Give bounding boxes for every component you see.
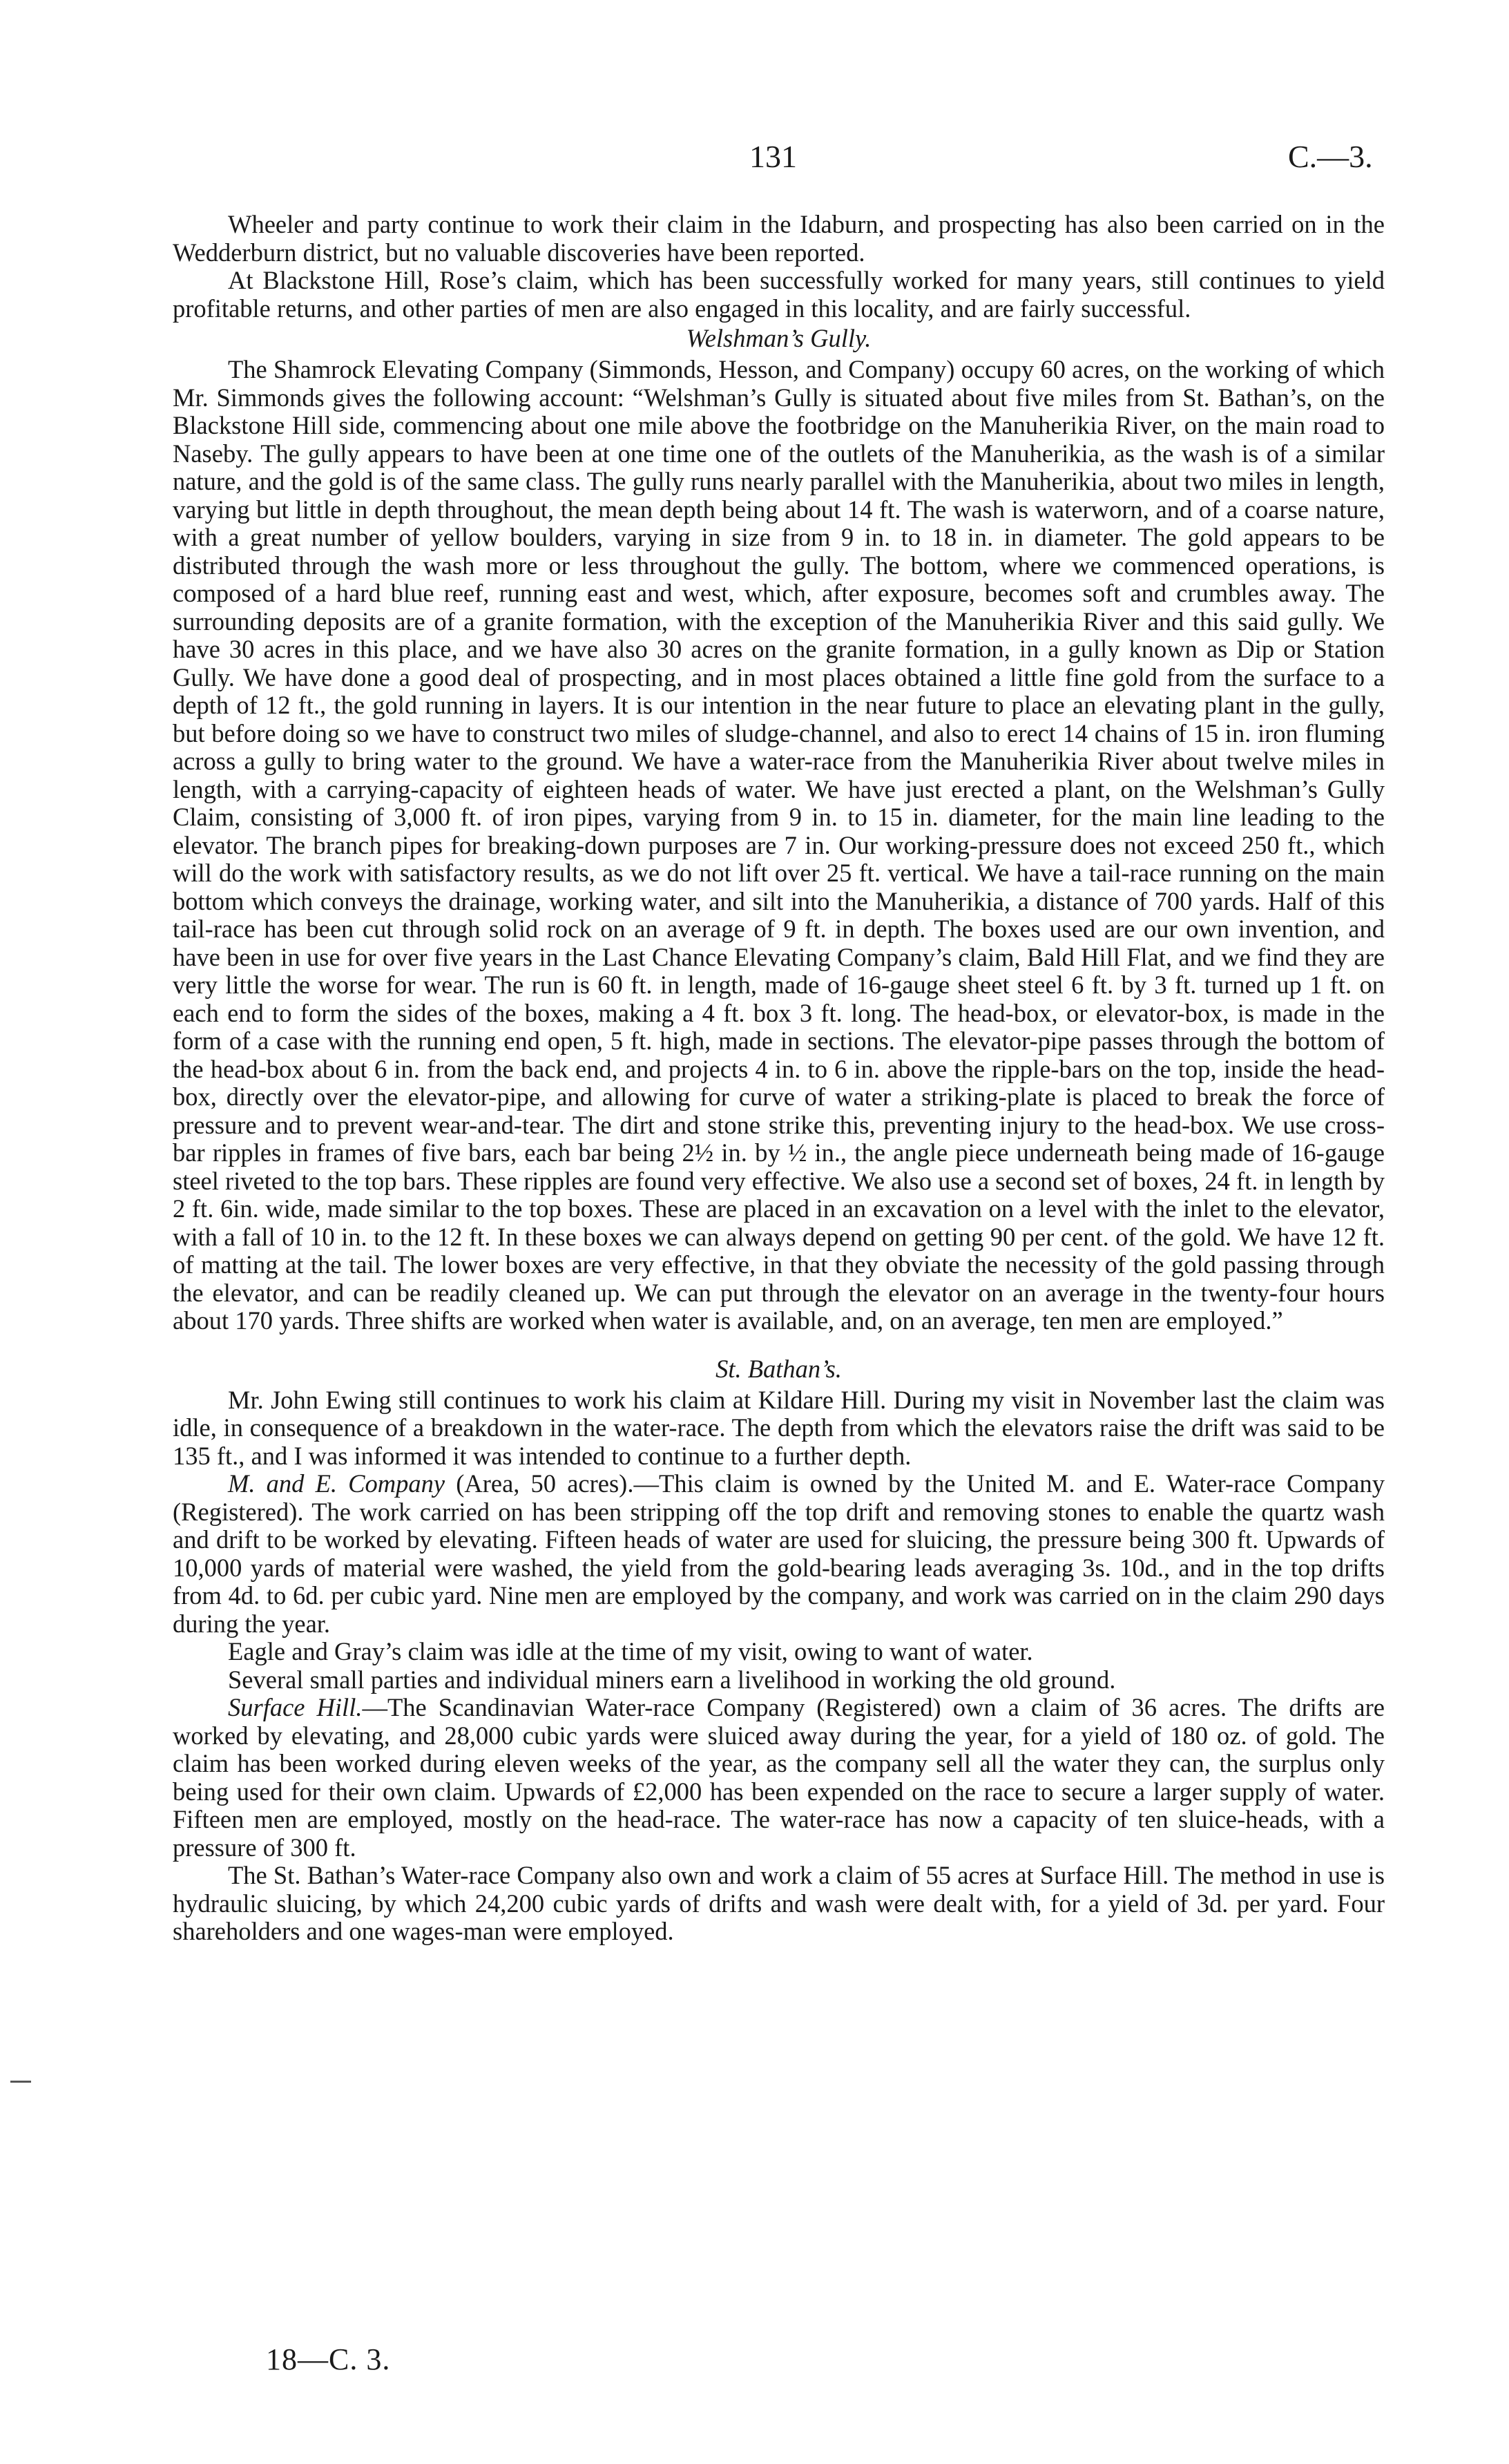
m-and-e-company-title: M. and E. Company <box>228 1469 445 1498</box>
paragraph-st-bathans-water-race: The St. Bathan’s Water-race Company also own and work a claim of 55 acres at Surface Hill. The method in use is hydraulic sluicing, by which 24,200 cubic yards of drifts and wash were dealt with, for a yield of 3d. per yard. Four shareholders and one wages-man were employed. <box>173 1861 1385 1945</box>
paragraph-shamrock-account: The Shamrock Elevating Company (Simmonds, Hesson, and Company) occupy 60 acres, on the working of which Mr. Simmonds gives the following account: “Welshman’s Gully is situated about five miles from St. Bathan’s, on the Blackstone Hill side, commencing about one mile above the footbridge on the Manuherikia River, on the main road to Naseby. The gully appears to have been at one time one of the outlets of the Manuherikia, as the wash is of a similar nature, and the gold is of the same class. The gully runs nearly parallel with the Manuherikia, about two miles in length, varying but little in depth throughout, the mean depth being about 14 ft. The wash is waterworn, and of a coarse nature, with a great number of yellow boulders, varying in size from 9 in. to 18 in. in diameter. The gold appears to be distributed through the wash more or less throughout the gully. The bottom, where we commenced operations, is composed of a hard blue reef, running east and west, which, after exposure, becomes soft and crumbles away. The surrounding deposits are of a granite formation, with the exception of the Manuherikia River and this said gully. We have 30 acres in this place, and we have also 30 acres on the granite formation, in a gully known as Dip or Station Gully. We have done a good deal of prospecting, and in most places obtained a little fine gold from the surface to a depth of 12 ft., the gold running in layers. It is our intention in the near future to place an elevating plant in the gully, but before doing so we have to construct two miles of sludge-channel, and also to erect 14 chains of 15 in. iron fluming across a gully to bring water to the ground. We have a water-race from the Manuherikia River about twelve miles in length, with a carrying-capacity of eighteen heads of water. We have just erected a plant, on the Welshman’s Gully Claim, consisting of 3,000 ft. of iron pipes, varying from 9 in. to 15 in. diameter, for the main line leading to the elevator. The branch pipes for breaking-down purposes are 7 in. Our working-pressure does not exceed 250 ft., which will do the work with satisfactory results, as we do not lift over 25 ft. vertical. We have a tail-race running on the main bottom which conveys the drainage, working water, and silt into the Manuherikia, a distance of 700 yards. Half of this tail-race has been cut through solid rock on an average of 9 ft. in depth. The boxes used are our own invention, and have been in use for over five years in the Last Chance Elevating Company’s claim, Bald Hill Flat, and we find they are very little the worse for wear. The run is 60 ft. in length, made of 16-gauge sheet steel 6 ft. by 3 ft. turned up 1 ft. on each end to form the sides of the boxes, making a 4 ft. box 3 ft. long. The head-box, or elevator-box, is made in the form of a case with the running end open, 5 ft. high, made in sections. The elevator-pipe passes through the bottom of the head-box about 6 in. from the back end, and projects 4 in. to 6 in. above the ripple-bars on the top, inside the head-box, directly over the elevator-pipe, and allowing for curve of water a striking-plate is placed to break the force of pressure and to prevent wear-and-tear. The dirt and stone strike this, preventing injury to the head-box. We use cross-bar ripples in frames of five bars, each bar being 2½ in. by ½ in., the angle piece underneath being made of 16-gauge steel riveted to the top bars. These ripples are found very effective. We also use a second set of boxes, 24 ft. in length by 2 ft. 6in. wide, made similar to the top boxes. These are placed in an excavation on a level with the inlet to the elevator, with a fall of 10 in. to the 12 ft. In these boxes we can always depend on getting 90 per cent. of the gold. We have 12 ft. of matting at the tail. The lower boxes are very effective, in that they obviate the necessity of the gold passing through the elevator, and can be readily cleaned up. We can put through the elevator on an average in the twenty-four hours about 170 yards. Three shifts are worked when water is available, and, on an average, ten men are employed.” <box>173 355 1385 1335</box>
paragraph-surface-hill <box>173 1694 1385 1862</box>
surface-hill-text: —The Scandinavian Water-race Company (Registered) own a claim of 36 acres. The drifts are worked by elevating, and 28,000 cubic yards were sluiced away during the year, for a yield of 180 oz. of gold. The claim has been worked during eleven weeks of the year, as the company sell all the water they can, the surplus only being used for their own claim. Upwards of £2,000 has been expended on the race to secure a larger supply of water. Fifteen men are employed, mostly on the head-race. The water-race has now a capacity of ten sluice-heads, with a pressure of 300 ft. <box>173 1693 1385 1862</box>
paragraph-eagle-and-gray: Eagle and Gray’s claim was idle at the time of my visit, owing to want of water. <box>228 1637 1033 1665</box>
paragraph-kildare-hill: Mr. John Ewing still continues to work his claim at Kildare Hill. During my visit in November last the claim was idle, in consequence of a breakdown in the water-race. The depth from which the elevators raise the drift was said to be 135 ft., and I was informed it was intended to continue to a further depth. <box>173 1385 1385 1470</box>
section-heading-st-bathans: St. Bathan’s. <box>715 1354 842 1383</box>
margin-mark <box>10 2081 31 2083</box>
page-number: 131 <box>749 139 797 174</box>
m-and-e-company-text: (Area, 50 acres).—This claim is owned by the United M. and E. Water-race Company (Registered). The work carried on has been stripping off the top drift and removing stones to enable the quartz wash and drift to be worked by elevating. Fifteen heads of water are used for sluicing, the pressure being 300 ft. Upwards of 10,000 yards of material were washed, the yield from the gold-bearing leads averaging 3s. 10d., and in the top drifts from 4d. to 6d. per cubic yard. Nine men are employed by the company, and work was carried on in the claim 290 days during the year. <box>173 1469 1385 1638</box>
series-code: C.—3. <box>1288 139 1373 174</box>
surface-hill-title: Surface Hill. <box>228 1693 363 1721</box>
page-body <box>173 211 1385 1946</box>
section-heading-welshmans-gully: Welshman’s Gully. <box>686 324 872 352</box>
paragraph-blackstone-hill: At Blackstone Hill, Rose’s claim, which has been successfully worked for many years, still continues to yield profitable returns, and other parties of men are also engaged in this locality, and are fairly successful. <box>173 266 1385 323</box>
paragraph-wheeler: Wheeler and party continue to work their claim in the Idaburn, and prospecting has also been carried on in the Wedderburn district, but no valuable discoveries have been reported. <box>173 210 1385 267</box>
paragraph-m-and-e-company <box>173 1470 1385 1638</box>
page-header <box>0 138 1509 180</box>
printer-signature: 18—C. 3. <box>266 2342 391 2376</box>
paragraph-small-parties: Several small parties and individual miners earn a livelihood in working the old ground. <box>228 1665 1116 1694</box>
